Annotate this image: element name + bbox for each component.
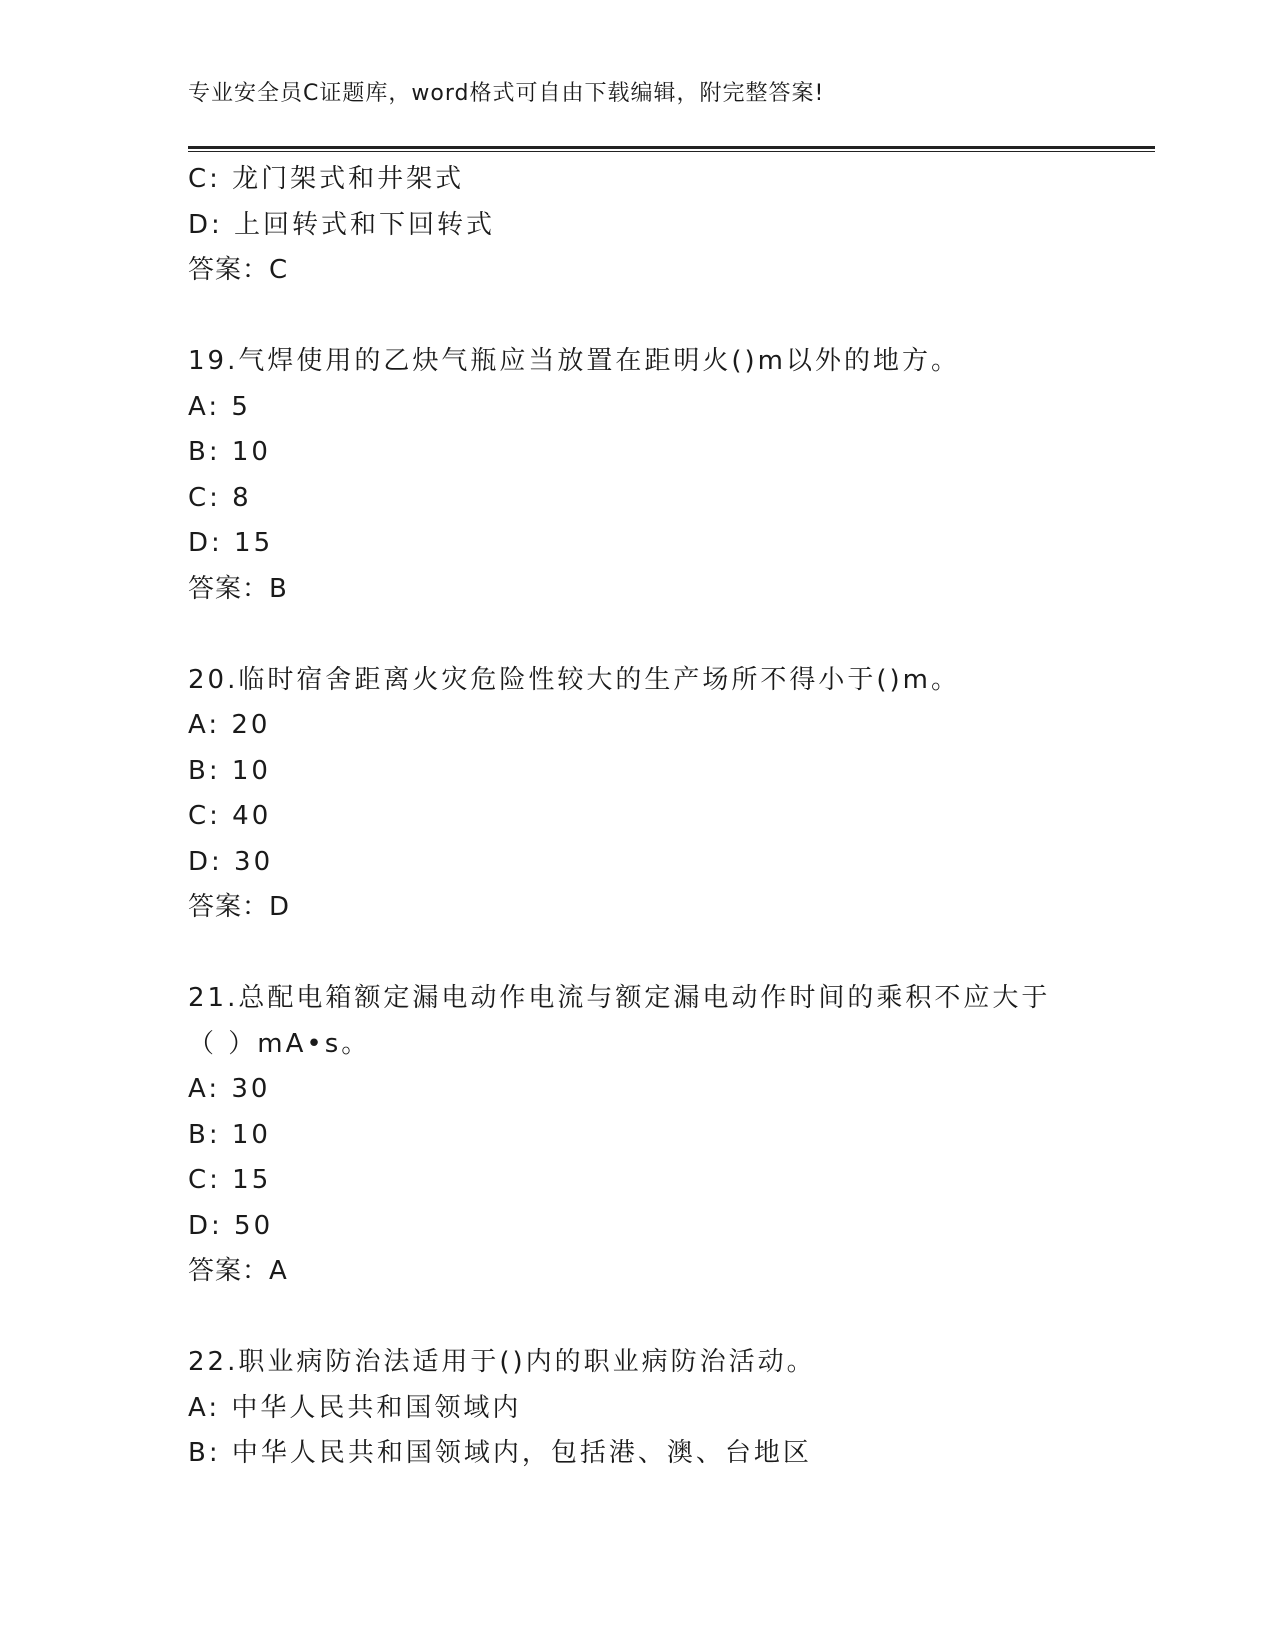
option-a: A: 30	[188, 1074, 271, 1104]
question-19	[188, 339, 1088, 612]
option-b: B: 10	[188, 755, 271, 786]
question-stem: 21.总配电箱额定漏电动作电流与额定漏电动作时间的乘积不应大于（ ）mA•s。	[188, 983, 1051, 1059]
question-20	[188, 658, 1088, 931]
question-18-continued	[188, 157, 1088, 294]
option-b: B: 10	[188, 437, 271, 467]
option-b: B: 中华人民共和国领域内，包括港、澳、台地区	[188, 1438, 812, 1468]
option-a: A: 5	[188, 391, 251, 422]
question-22	[188, 1340, 1088, 1477]
question-21	[188, 976, 1088, 1295]
header-divider-thick	[188, 146, 1155, 149]
spacer	[188, 294, 1088, 340]
option-c: C: 40	[188, 801, 272, 831]
option-c: C: 龙门架式和井架式	[188, 164, 465, 194]
option-d: D: 50	[188, 1210, 274, 1241]
option-d: D: 30	[188, 846, 274, 877]
answer: 答案：A	[188, 1256, 288, 1286]
answer: 答案：D	[188, 892, 291, 922]
option-c: C: 8	[188, 482, 252, 513]
option-b: B: 10	[188, 1119, 271, 1150]
answer: 答案：B	[188, 573, 288, 604]
option-a: A: 20	[188, 710, 271, 740]
spacer	[188, 1295, 1088, 1341]
header-divider	[188, 146, 1155, 152]
question-stem: 19.气焊使用的乙炔气瓶应当放置在距明火()m以外的地方。	[188, 346, 960, 376]
question-list	[188, 157, 1088, 1477]
option-d: D: 上回转式和下回转式	[188, 209, 496, 240]
page-header: 专业安全员C证题库，word格式可自由下载编辑，附完整答案!	[188, 81, 825, 106]
header-divider-thin	[188, 151, 1155, 152]
answer: 答案：C	[188, 255, 289, 285]
question-stem: 22.职业病防治法适用于()内的职业病防治活动。	[188, 1347, 816, 1377]
option-d: D: 15	[188, 528, 274, 558]
option-a: A: 中华人民共和国领域内	[188, 1392, 522, 1423]
option-c: C: 15	[188, 1165, 272, 1195]
spacer	[188, 612, 1088, 658]
question-stem: 20.临时宿舍距离火灾危险性较大的生产场所不得小于()m。	[188, 664, 960, 695]
spacer	[188, 931, 1088, 977]
